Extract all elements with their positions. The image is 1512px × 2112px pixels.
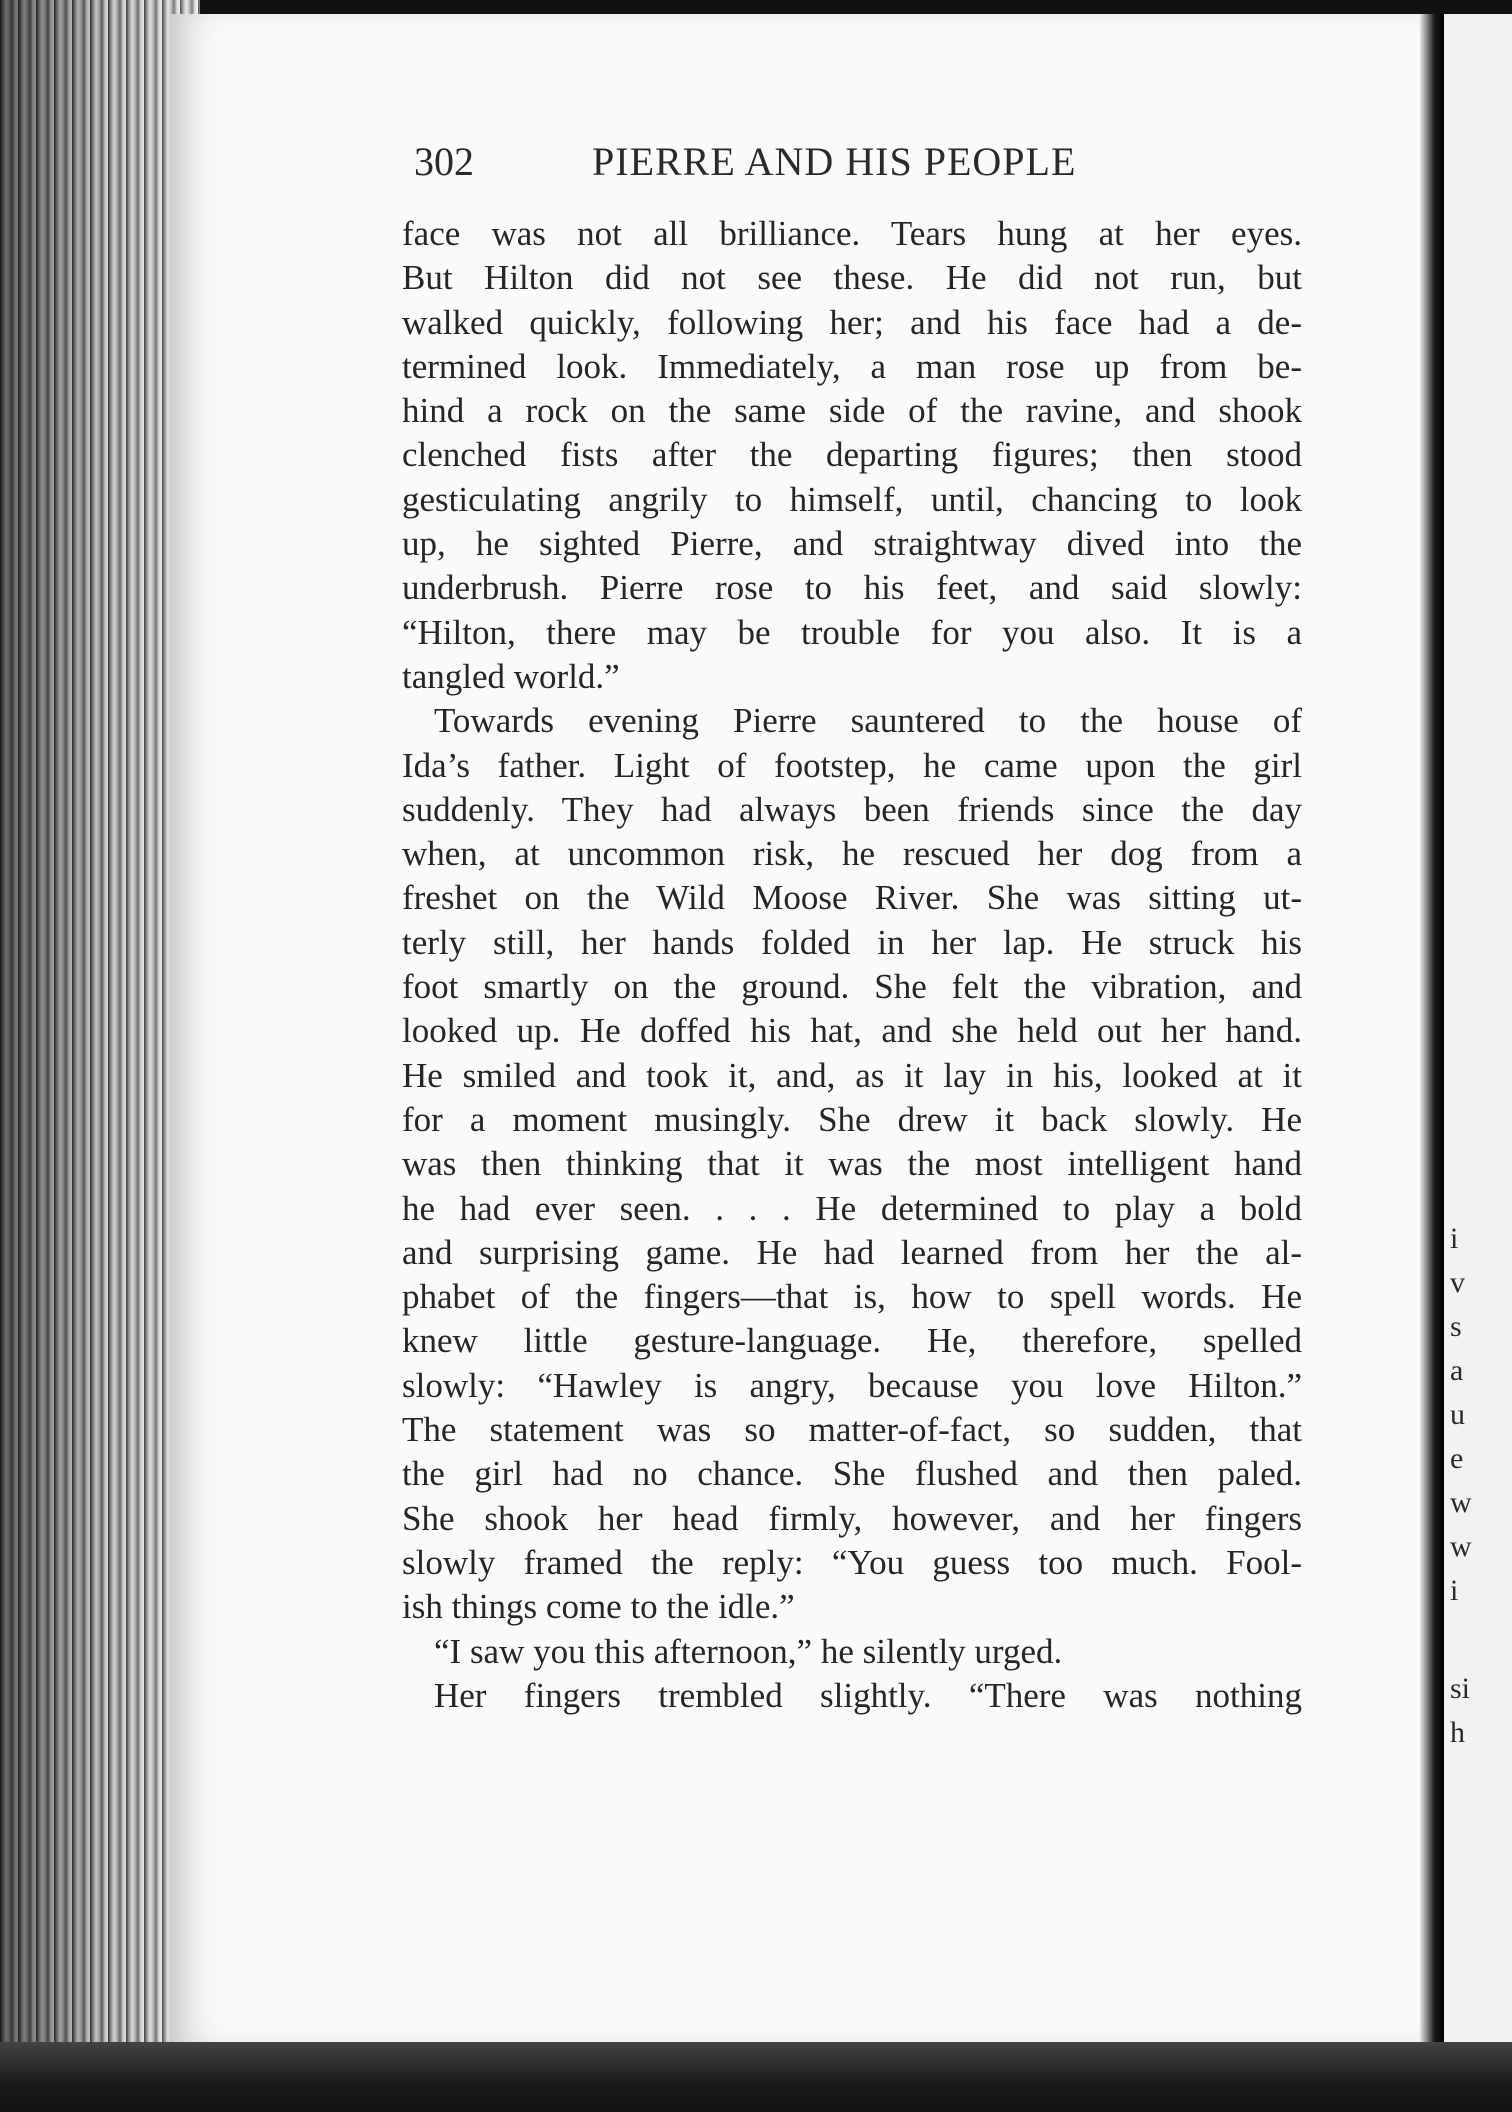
text-line: ish things come to the idle.” [402, 1587, 795, 1627]
text-line: “I saw you this afternoon,” he silently urged. [434, 1631, 1063, 1671]
text-line: gesticulating angrily to himself, until, chancing to look [402, 479, 1302, 519]
text-line: phabet of the fingers—that is, how to spell words. He [402, 1277, 1302, 1317]
text-line: up, he sighted Pierre, and straightway dived into the [402, 524, 1302, 564]
text-line: face was not all brilliance. Tears hung at her eyes. [402, 214, 1302, 253]
text-line: the girl had no chance. She flushed and then paled. [402, 1454, 1302, 1494]
facing-page-fragment: w [1450, 1530, 1472, 1563]
text-line: She shook her head firmly, however, and her fingers [402, 1498, 1302, 1538]
text-line: for a moment musingly. She drew it back slowly. He [402, 1099, 1302, 1139]
text-line: slowly: “Hawley is angry, because you love Hilton.” [402, 1365, 1302, 1405]
text-line: Ida’s father. Light of footstep, he came upon the girl [402, 745, 1302, 785]
text-line: looked up. He doffed his hat, and she held out her hand. [402, 1011, 1302, 1051]
text-line: foot smartly on the ground. She felt the vibration, and [402, 967, 1302, 1007]
book-title: PIERRE AND HIS PEOPLE [592, 139, 1077, 184]
text-line: suddenly. They had always been friends since the day [402, 789, 1302, 829]
facing-page-edge [1444, 14, 1512, 2042]
facing-page-fragment: i [1450, 1574, 1459, 1607]
running-head [414, 138, 1134, 198]
facing-page-fragment: w [1450, 1486, 1472, 1519]
text-line: underbrush. Pierre rose to his feet, and said slowly: [402, 568, 1302, 608]
bottom-edge-shadow [0, 2042, 1512, 2112]
text-line: Towards evening Pierre sauntered to the house of [434, 701, 1302, 741]
facing-page-fragment: e [1450, 1442, 1464, 1475]
text-line: he had ever seen. . . . He determined to play a bold [402, 1188, 1302, 1228]
text-line: clenched fists after the departing figures; then stood [402, 435, 1302, 475]
text-line: termined look. Immediately, a man rose up from be- [402, 346, 1302, 386]
text-line: tangled world.” [402, 656, 620, 696]
facing-page-fragment: h [1450, 1716, 1465, 1749]
text-line: when, at uncommon risk, he rescued her dog from a [402, 834, 1302, 874]
text-line: Her fingers trembled slightly. “There was nothing [434, 1675, 1302, 1715]
text-line: He smiled and took it, and, as it lay in his, looked at it [402, 1055, 1302, 1095]
facing-page-fragment: v [1450, 1266, 1465, 1299]
facing-page-fragment: u [1450, 1398, 1465, 1431]
text-line: and surprising game. He had learned from her the al- [402, 1232, 1302, 1272]
text-line: terly still, her hands folded in her lap. He struck his [402, 922, 1302, 962]
facing-page-fragment: s [1450, 1310, 1462, 1343]
facing-page-fragment: a [1450, 1354, 1464, 1387]
body-text [402, 212, 1302, 1718]
text-line: walked quickly, following her; and his face had a de- [402, 302, 1302, 342]
page-number: 302 [414, 139, 474, 184]
facing-page-fragment: si [1450, 1672, 1471, 1705]
text-line: hind a rock on the same side of the ravine, and shook [402, 391, 1302, 431]
text-line: But Hilton did not see these. He did not run, but [402, 258, 1302, 298]
text-line: freshet on the Wild Moose River. She was sitting ut- [402, 878, 1302, 918]
text-line: The statement was so matter-of-fact, so sudden, that [402, 1410, 1302, 1450]
book-gutter [1420, 14, 1444, 2042]
text-line: knew little gesture-language. He, therefore, spelled [402, 1321, 1302, 1361]
text-line: was then thinking that it was the most intelligent hand [402, 1144, 1302, 1184]
text-line: slowly framed the reply: “You guess too much. Fool- [402, 1542, 1302, 1582]
facing-page-fragment: i [1450, 1222, 1459, 1255]
text-line: “Hilton, there may be trouble for you also. It is a [402, 612, 1302, 652]
top-edge-shadow [0, 0, 1512, 14]
